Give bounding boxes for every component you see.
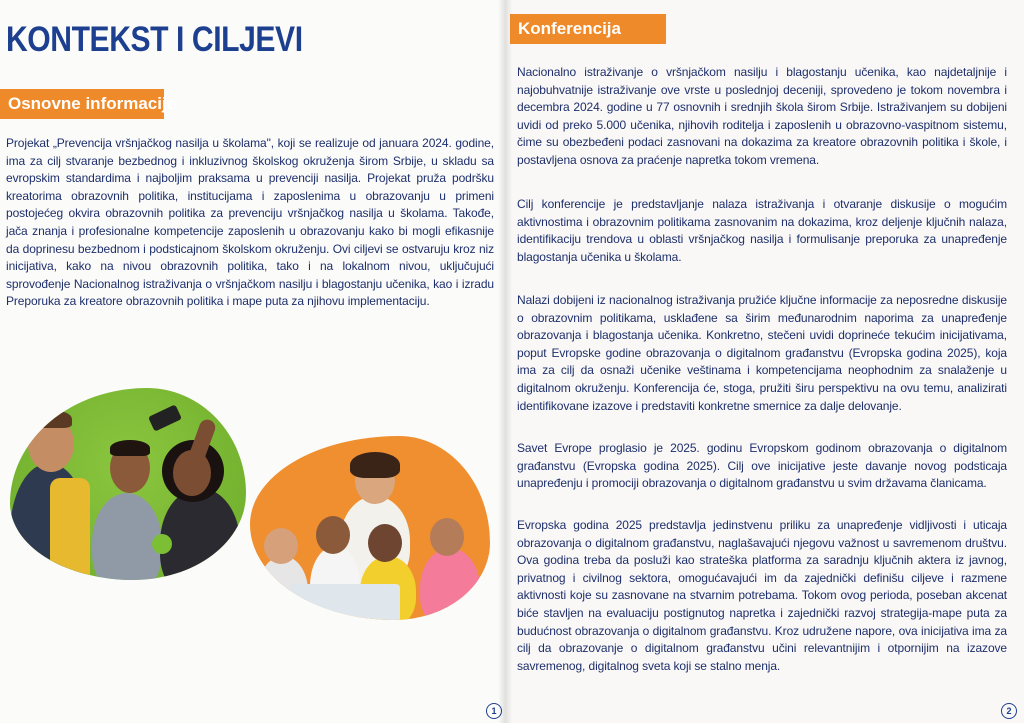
conference-paragraph-3: Nalazi dobijeni iz nacionalnog istraživanja pružiće ključne informacije za neposredne diskusije o obrazovnim politikama, usklađene sa širim međunarodnim naporima za unapređenje obrazovanja i blagostanja učenika. Konkretno, stečeni uvidi doprineće tekućim inicijativama, poput Evropske godine obrazovanja o digitalnom građanstvu (Evropska godina 2025), koja ima za cilj da osnaži učenike veštinama i kompetencijama neophodnim za snalaženje u digitalnom okruženju. Konferencija će, stoga, pružiti širu perspektivu na ovu temu, analizirati identifikovane izazove i predstaviti konkretne smernice za dalje delovanje. bbox=[517, 293, 1007, 413]
selfie-photo bbox=[10, 388, 246, 580]
page-number-left: 1 bbox=[486, 703, 502, 719]
classroom-photo bbox=[250, 436, 490, 620]
right-page bbox=[505, 0, 1024, 723]
page-number-right: 2 bbox=[1001, 703, 1017, 719]
section-label-conference: Konferencija bbox=[510, 14, 666, 44]
conference-paragraph-4: Savet Evrope proglasio je 2025. godinu Evropskom godinom obrazovanja o digitalnom građanstvu (Evropska godina 2025). Cilj ove inicijative jeste davanje novog podsticaja unapređenju i promociji obrazovanja o digitalnom građanstvu u svim državama članicama. bbox=[517, 441, 1007, 491]
page-title: KONTEKST I CILJEVI bbox=[6, 20, 303, 59]
conference-paragraph-2: Cilj konferencije je predstavljanje nalaza istraživanja i otvaranje diskusije o mogućim aktivnostima i obrazovnim politikama zasnovanim na dokazima, kroz deljenje ključnih nalaza, identifikaciju trendova u oblasti vršnjačkog nasilja i formulisanje preporuka za unapređenje blagostanja učenika u školama. bbox=[517, 197, 1007, 264]
photo-collage bbox=[0, 380, 505, 723]
conference-paragraph-1: Nacionalno istraživanje o vršnjačkom nasilju i blagostanju učenika, kao najdetaljnije i najobuhvatnije istraživanje ove vrste u poslednjoj deceniji, sprovedeno je tokom novembra i decembra 2024. godine u 77 osnovnih i srednjih škola širom Srbije. Istraživanjem su dobijeni uvidi od preko 5.000 učenika, njihovih roditelja i zaposlenih u obrazovno-vaspitnom sistemu, čime su obezbeđeni podaci zasnovani na dokazima za kreatore obrazovnih politika i škole, i postavljena osnova za praćenje napretka tokom vremena. bbox=[517, 65, 1007, 167]
conference-paragraph-5: Evropska godina 2025 predstavlja jedinstvenu priliku za unapređenje vidljivosti i uticaja obrazovanja o digitalnom građanstvu, naglašavajući njegovu važnost u savremenom društvu. Ova godina treba da posluži kao strateška platforma za saradnju ključnih aktera iz javnog, privatnog i civilnog sektora, omogućavajući im da zajednički definišu ciljeve i razmene aktivnosti koje su zasnovane na stvarnim potrebama. Tokom ovog perioda, poseban akcenat biće stavljen na evaluaciju postignutog napretka i zajednički razvoj strategija-mape puta za budućnost obrazovanja o digitalnom građanstvu. Kroz udružene napore, ova inicijativa ima za cilj da obrazovanje o digitalnom građanstvu učini relevantnijim i otpornijim na izazove savremenog, digitalnog sveta koji se stalno menja. bbox=[517, 518, 1007, 673]
decorative-dot-green bbox=[152, 534, 172, 554]
section-label-basic-info: Osnovne informacije bbox=[0, 89, 164, 119]
left-page bbox=[0, 0, 505, 723]
intro-paragraph: Projekat „Prevencija vršnjačkog nasilja u školama", koji se realizuje od januara 2024. godine, ima za cilj stvaranje bezbednog i inkluzivnog školskog okruženja širom Srbije, u skladu sa evropskim standardima i najboljim praksama u prevenciji nasilja. Projekat pruža podršku kreatorima obrazovnih politika, institucijama i zaposlenima u obrazovanju u primeni postojećeg okvira obrazovnih politika za prevenciju vršnjačkog nasilja u školama. Takođe, jača znanja i profesionalne kompetencije zaposlenih u obrazovanju kako bi mogli efikasnije da doprinesu bezbednom i podsticajnom školskom okruženju. Ovi ciljevi se ostvaruju kroz niz inicijativa, kako na nivou obrazovnih politika, tako i na lokalnom nivou, uključujući sprovođenje Nacionalnog istraživanja o vršnjačkom nasilju i blagostanju učenika, kao i izradu Preporuka za kreatore obrazovnih politika i mape puta za njihovu implementaciju. bbox=[6, 136, 494, 309]
page-gutter bbox=[498, 0, 512, 723]
